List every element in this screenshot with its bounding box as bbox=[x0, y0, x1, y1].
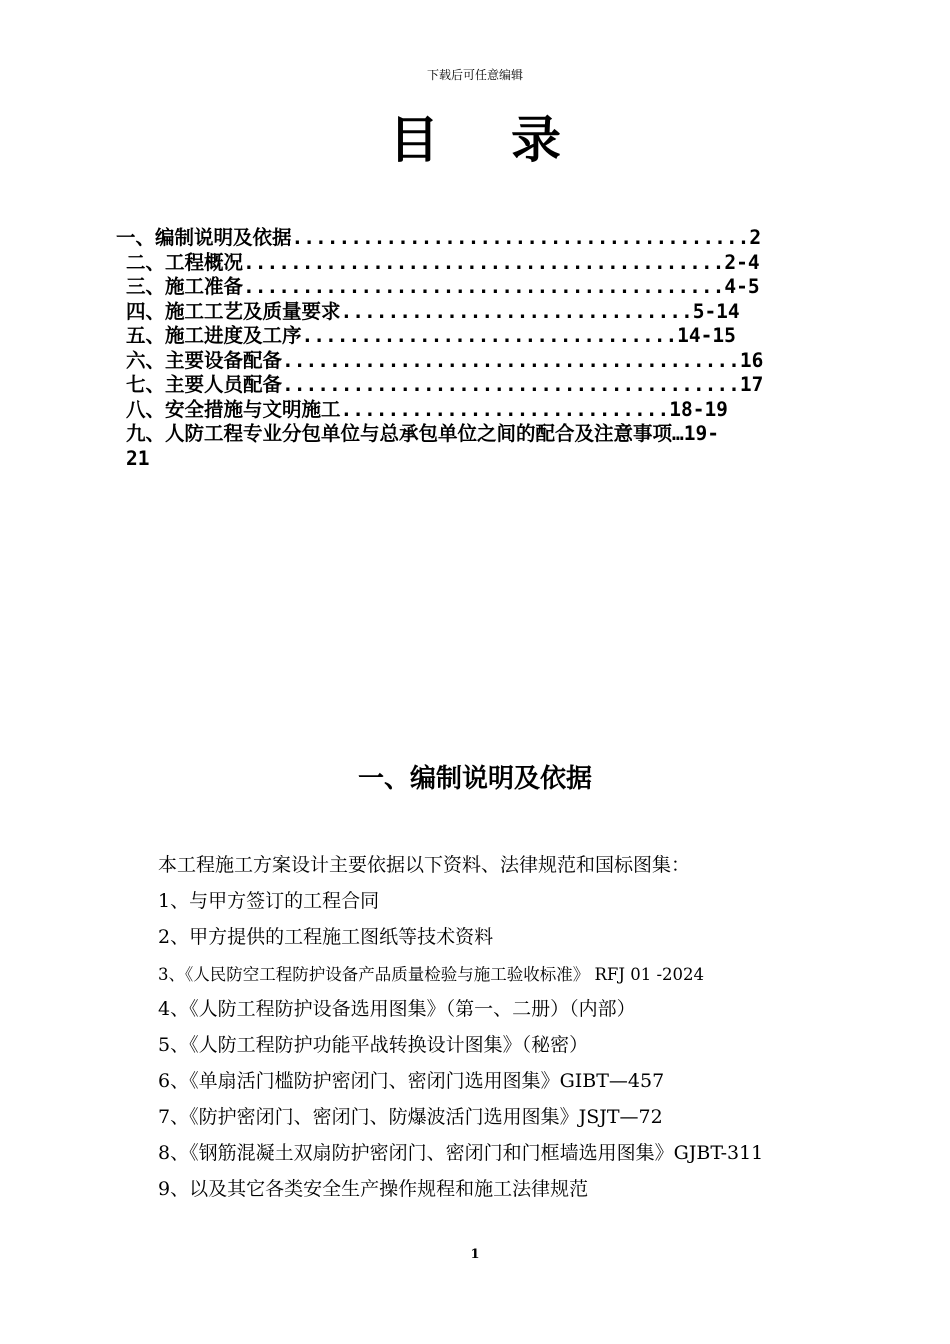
toc-title-char-2: 录 bbox=[511, 111, 561, 169]
basis-item: 6、《单扇活门槛防护密闭门、密闭门选用图集》GIBT—457 bbox=[158, 1070, 665, 1092]
toc-entry: 八、安全措施与文明施工............................18-19 bbox=[126, 397, 728, 421]
header-note: 下载后可任意编辑 bbox=[426, 68, 523, 82]
toc-entry: 六、主要设备配备.......................................16 bbox=[126, 348, 764, 372]
section-intro: 本工程施工方案设计主要依据以下资料、法律规范和国标图集： bbox=[158, 854, 691, 876]
basis-item: 9、以及其它各类安全生产操作规程和施工法律规范 bbox=[158, 1178, 589, 1200]
toc-entry: 二、工程概况.........................................2-4 bbox=[126, 250, 760, 274]
basis-item: 2、甲方提供的工程施工图纸等技术资料 bbox=[158, 926, 494, 948]
basis-item: 4、《人防工程防护设备选用图集》（第一、二册）（内部） bbox=[158, 998, 636, 1020]
basis-item: 5、《人防工程防护功能平战转换设计图集》（秘密） bbox=[158, 1034, 589, 1056]
table-of-contents bbox=[116, 226, 860, 471]
toc-entry: 四、施工工艺及质量要求..............................5-14 bbox=[126, 299, 740, 323]
toc-entry: 七、主要人员配备.......................................17 bbox=[126, 373, 764, 396]
page-number: 1 bbox=[470, 1247, 480, 1262]
toc-entry: 一、编制说明及依据.......................................2 bbox=[116, 226, 762, 249]
toc-entry: 三、施工准备.........................................4-5 bbox=[126, 275, 760, 298]
basis-item: 1、与甲方签订的工程合同 bbox=[158, 890, 380, 912]
basis-item: 3、《人民防空工程防护设备产品质量检验与施工验收标准》 RFJ 01 -2024 bbox=[158, 965, 705, 984]
toc-entry-continuation: 21 bbox=[126, 446, 150, 470]
toc-title-char-1: 目 bbox=[389, 111, 439, 169]
section-heading: 一、编制说明及依据 bbox=[357, 764, 592, 794]
toc-entry: 五、施工进度及工序................................14-15 bbox=[126, 324, 736, 347]
toc-title bbox=[0, 100, 950, 172]
basis-item: 7、《防护密闭门、密闭门、防爆波活门选用图集》JSJT—72 bbox=[158, 1106, 663, 1128]
basis-item: 8、《钢筋混凝土双扇防护密闭门、密闭门和门框墙选用图集》GJBT-311 bbox=[158, 1142, 764, 1164]
toc-entry: 九、人防工程专业分包单位与总承包单位之间的配合及注意事项…19- bbox=[126, 422, 719, 445]
